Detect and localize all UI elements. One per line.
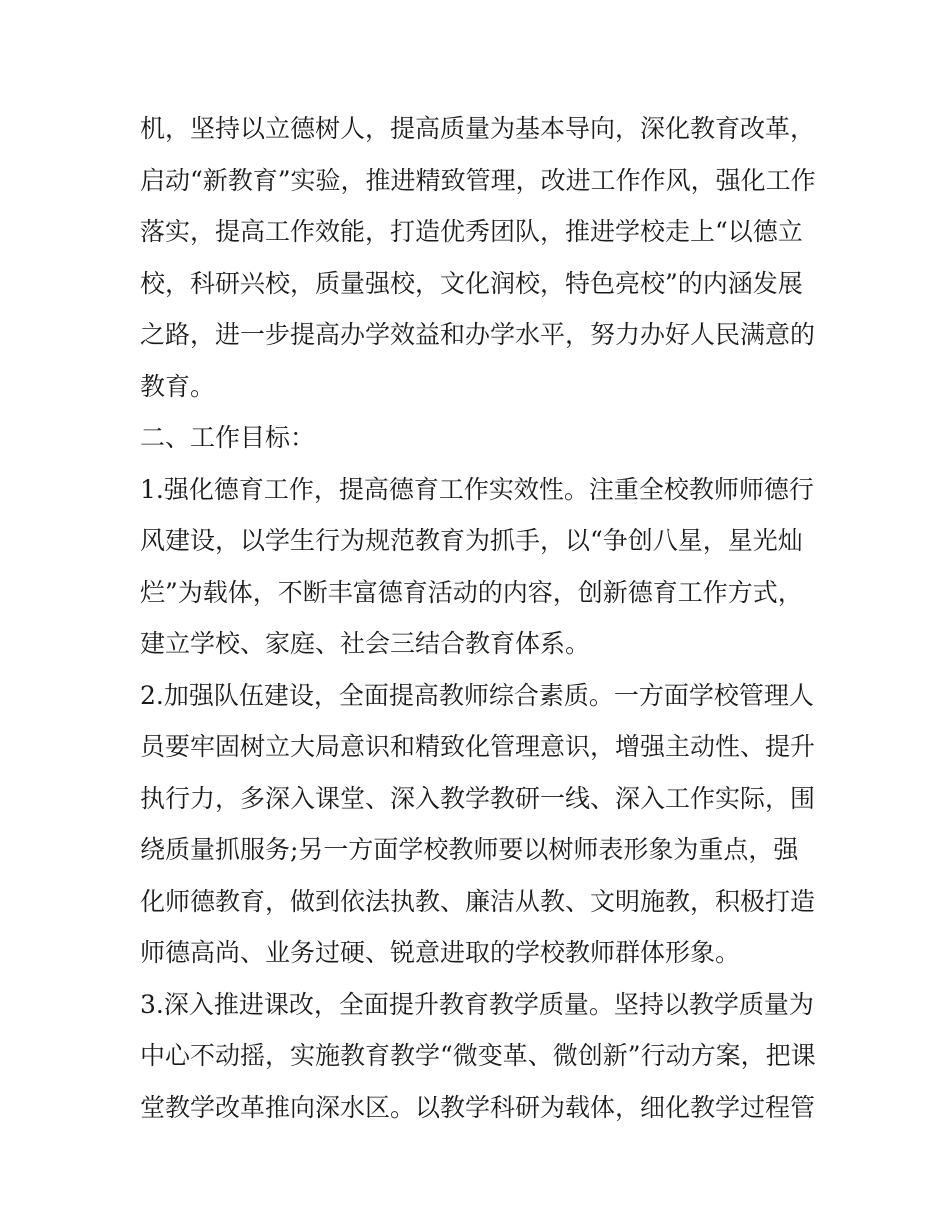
text-line: 绕质量抓服务;另一方面学校教师要以树师表形象为重点，强 <box>140 835 799 864</box>
text-line: 3.深入推进课改，全面提升教育教学质量。坚持以教学质量为 <box>140 989 814 1019</box>
text-line: 机，坚持以立德树人，提高质量为基本导向，深化教育改革， <box>140 114 816 143</box>
text-line: 1.强化德育工作，提高德育工作实效性。注重全校教师师德行 <box>140 474 814 504</box>
section-heading: 二、工作目标： <box>140 423 316 452</box>
text-line: 堂教学改革推向深水区。以教学科研为载体，细化教学过程管 <box>140 1092 816 1122</box>
text-line: 2.加强队伍建设，全面提高教师综合素质。一方面学校管理人 <box>140 680 814 710</box>
text-line: 落实，提高工作效能，打造优秀团队，推进学校走上“以德立 <box>140 217 803 246</box>
text-line: 教育。 <box>140 371 216 401</box>
text-line: 化师德教育，做到依法执教、廉洁从教、文明施教，积极打造 <box>140 886 816 916</box>
text-line: 执行力，多深入课堂、深入教学教研一线、深入工作实际，围 <box>140 783 816 813</box>
text-line: 师德高尚、业务过硬、锐意进取的学校教师群体形象。 <box>140 938 741 967</box>
text-line: 烂”为载体，不断丰富德育活动的内容，创新德育工作方式， <box>140 577 803 607</box>
text-line: 校，科研兴校，质量强校，文化润校，特色亮校”的内涵发展 <box>140 268 803 298</box>
text-line: 风建设，以学生行为规范教育为抓手，以“争创八星，星光灿 <box>140 526 803 555</box>
text-line: 启动“新教育”实验，推进精致管理，改进工作作风，强化工作 <box>140 165 816 195</box>
document-body <box>140 103 820 1133</box>
text-line: 之路，进一步提高办学效益和办学水平，努力办好人民满意的 <box>140 320 816 349</box>
text-line: 建立学校、家庭、社会三结合教育体系。 <box>140 629 591 658</box>
text-line: 员要牢固树立大局意识和精致化管理意识，增强主动性、提升 <box>140 732 816 761</box>
text-line: 中心不动摇，实施教育教学“微变革、微创新”行动方案，把课 <box>140 1041 816 1070</box>
